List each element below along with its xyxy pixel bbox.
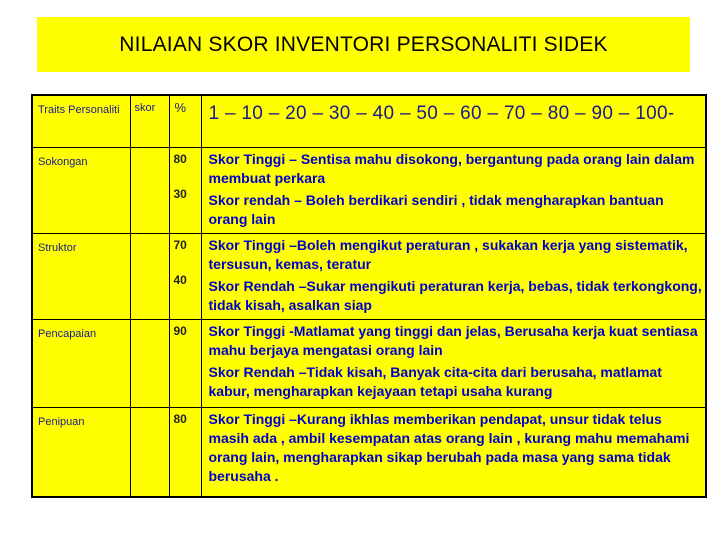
- percent-cell: [169, 147, 201, 233]
- description-cell: [201, 233, 706, 319]
- low-percent: 40: [173, 272, 187, 287]
- high-score-text: Skor Tinggi -Matlamat yang tinggi dan jelas, Berusaha kerja kuat sentiasa mahu berjaya mengatasi orang lain: [208, 322, 698, 358]
- description-cell: [201, 407, 706, 497]
- header-percent-label: %: [174, 100, 187, 115]
- header-scale-label: 1 – 10 – 20 – 30 – 40 – 50 – 60 – 70 – 80 – 90 – 100-: [208, 103, 675, 124]
- trait-name: Penipuan: [38, 415, 85, 428]
- low-score-text: Skor rendah – Boleh berdikari sendiri , tidak mengharapkan bantuan orang lain: [208, 191, 664, 227]
- high-percent: 80: [173, 411, 187, 426]
- low-percent: 30: [173, 186, 187, 201]
- percent-cell: [169, 319, 201, 407]
- high-score-text: Skor Tinggi –Boleh mengikut peraturan , sukakan kerja yang sistematik, tersusun, kemas, teratur: [208, 236, 688, 272]
- description-cell: [201, 147, 706, 233]
- header-traits-label: Traits Personaliti: [38, 104, 120, 116]
- header-row: [32, 95, 706, 147]
- page-title: NILAIAN SKOR INVENTORI PERSONALITI SIDEK: [119, 32, 608, 56]
- high-score-text: Skor Tinggi – Sentisa mahu disokong, bergantung pada orang lain dalam membuat perkara: [208, 150, 695, 186]
- table-row: [32, 147, 706, 233]
- header-scale-cell: [201, 95, 706, 147]
- header-skor-cell: [130, 95, 169, 147]
- trait-name: Struktor: [38, 241, 77, 254]
- low-score-text: Skor Rendah –Tidak kisah, Banyak cita-cita dari berusaha, matlamat kabur, mengharapkan kejayaan tetapi usaha kurang: [208, 363, 662, 399]
- skor-cell: [130, 407, 169, 497]
- table-row: [32, 407, 706, 497]
- skor-cell: [130, 319, 169, 407]
- score-table: [31, 94, 707, 498]
- high-percent: 70: [173, 237, 187, 252]
- percent-cell: [169, 407, 201, 497]
- trait-name: Pencapaian: [38, 327, 97, 340]
- title-banner: [37, 17, 690, 72]
- table-row: [32, 319, 706, 407]
- skor-cell: [130, 233, 169, 319]
- skor-cell: [130, 147, 169, 233]
- description-cell: [201, 319, 706, 407]
- header-percent-cell: [169, 95, 201, 147]
- high-percent: 90: [173, 323, 187, 338]
- low-score-text: Skor Rendah –Sukar mengikuti peraturan kerja, bebas, tidak terkongkong, tidak kisah, asalkan siap: [208, 277, 702, 313]
- percent-cell: [169, 233, 201, 319]
- header-skor-label: skor: [134, 102, 156, 114]
- high-score-text: Skor Tinggi –Kurang ikhlas memberikan pendapat, unsur tidak telus masih ada , ambil kesempatan atas orang lain , kurang mahu memahami orang lain, mengharapkan sikap berubah pada masa yang sama tidak berusaha .: [208, 410, 690, 484]
- header-traits-cell: [32, 95, 130, 147]
- high-percent: 80: [173, 151, 187, 166]
- trait-name: Sokongan: [38, 155, 88, 168]
- table-row: [32, 233, 706, 319]
